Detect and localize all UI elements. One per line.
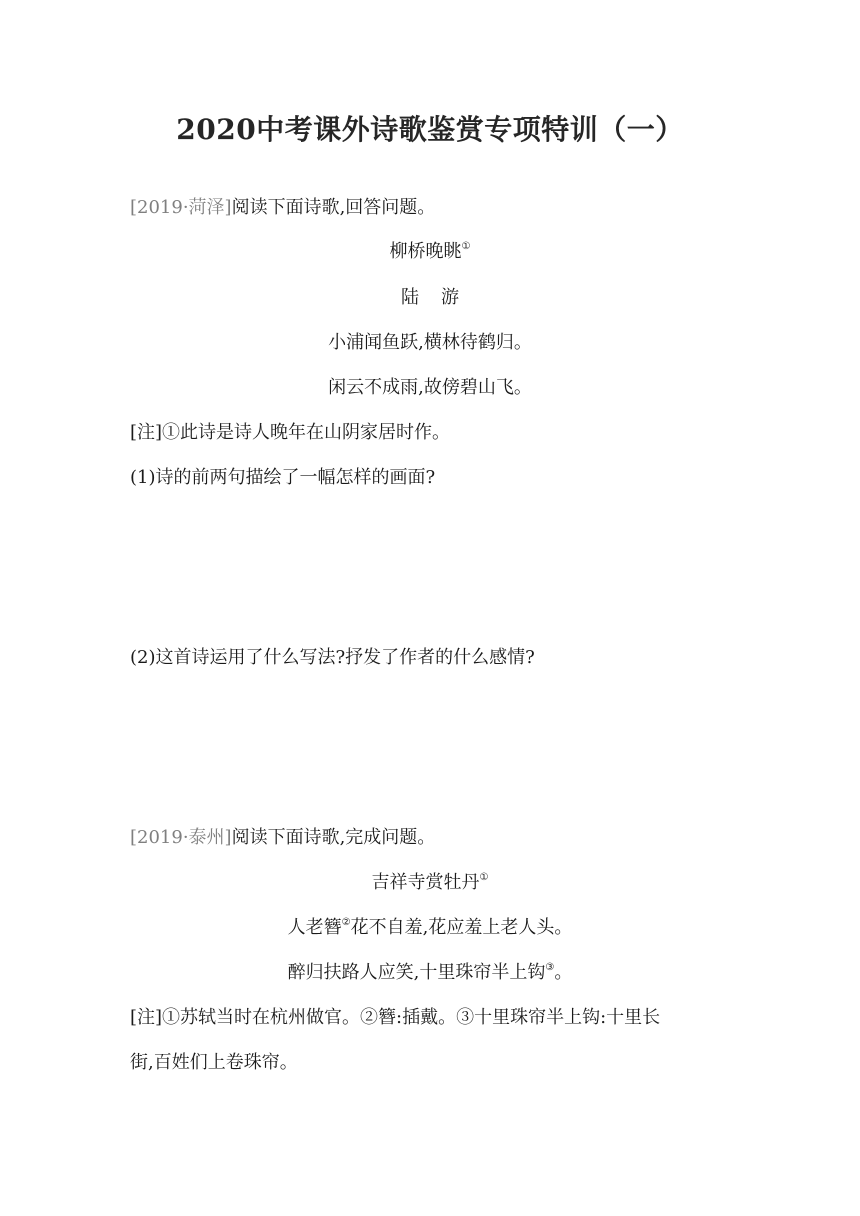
document-title: 2020中考课外诗歌鉴赏专项特训（一） <box>176 113 684 146</box>
q1-question-2: (2)这首诗运用了什么写法?抒发了作者的什么感情? <box>130 647 535 668</box>
q1-intro <box>130 196 435 220</box>
q2-poem-line-1 <box>0 916 860 940</box>
q1-source: [2019·菏泽] <box>130 197 232 218</box>
q2-poem-title-text: 吉祥寺赏牡丹 <box>371 872 480 893</box>
q2-line2-footnote-mark: ③ <box>545 962 555 973</box>
q2-intro <box>130 826 435 850</box>
q2-line2-part-b: 。 <box>554 962 573 983</box>
q1-note: [注]①此诗是诗人晚年在山阴家居时作。 <box>130 422 451 443</box>
q1-instruction: 阅读下面诗歌,回答问题。 <box>231 197 436 218</box>
q2-poem-title <box>0 871 860 895</box>
q1-poem-line-2: 闲云不成雨,故傍碧山飞。 <box>328 377 532 398</box>
q1-poem-title-footnote-mark: ① <box>461 241 471 252</box>
q2-line1-footnote-mark: ② <box>341 917 351 928</box>
q1-author-first: 陆 <box>401 287 419 308</box>
q1-poem-title <box>0 240 860 264</box>
q2-source: [2019·泰州] <box>130 827 232 848</box>
q1-poem-title-text: 柳桥晚眺 <box>389 241 462 262</box>
q2-line1-part-b: 花不自羞,花应羞上老人头。 <box>350 917 573 938</box>
q1-question-1: (1)诗的前两句描绘了一幅怎样的画面? <box>130 467 436 488</box>
q2-line2-part-a: 醉归扶路人应笑,十里珠帘半上钩 <box>287 962 546 983</box>
q1-author-second: 游 <box>441 287 459 308</box>
q2-note-line-1: [注]①苏轼当时在杭州做官。②簪:插戴。③十里珠帘半上钩:十里长 <box>130 1007 661 1028</box>
q2-poem-line-2 <box>0 961 860 985</box>
q1-poem-line-1: 小浦闻鱼跃,横林待鹤归。 <box>328 332 532 353</box>
q1-poem-author <box>0 286 860 310</box>
q2-line1-part-a: 人老簪 <box>287 917 342 938</box>
q2-note-line-2: 街,百姓们上卷珠帘。 <box>130 1052 298 1073</box>
q2-poem-title-footnote-mark: ① <box>479 872 489 883</box>
q2-instruction: 阅读下面诗歌,完成问题。 <box>231 827 436 848</box>
